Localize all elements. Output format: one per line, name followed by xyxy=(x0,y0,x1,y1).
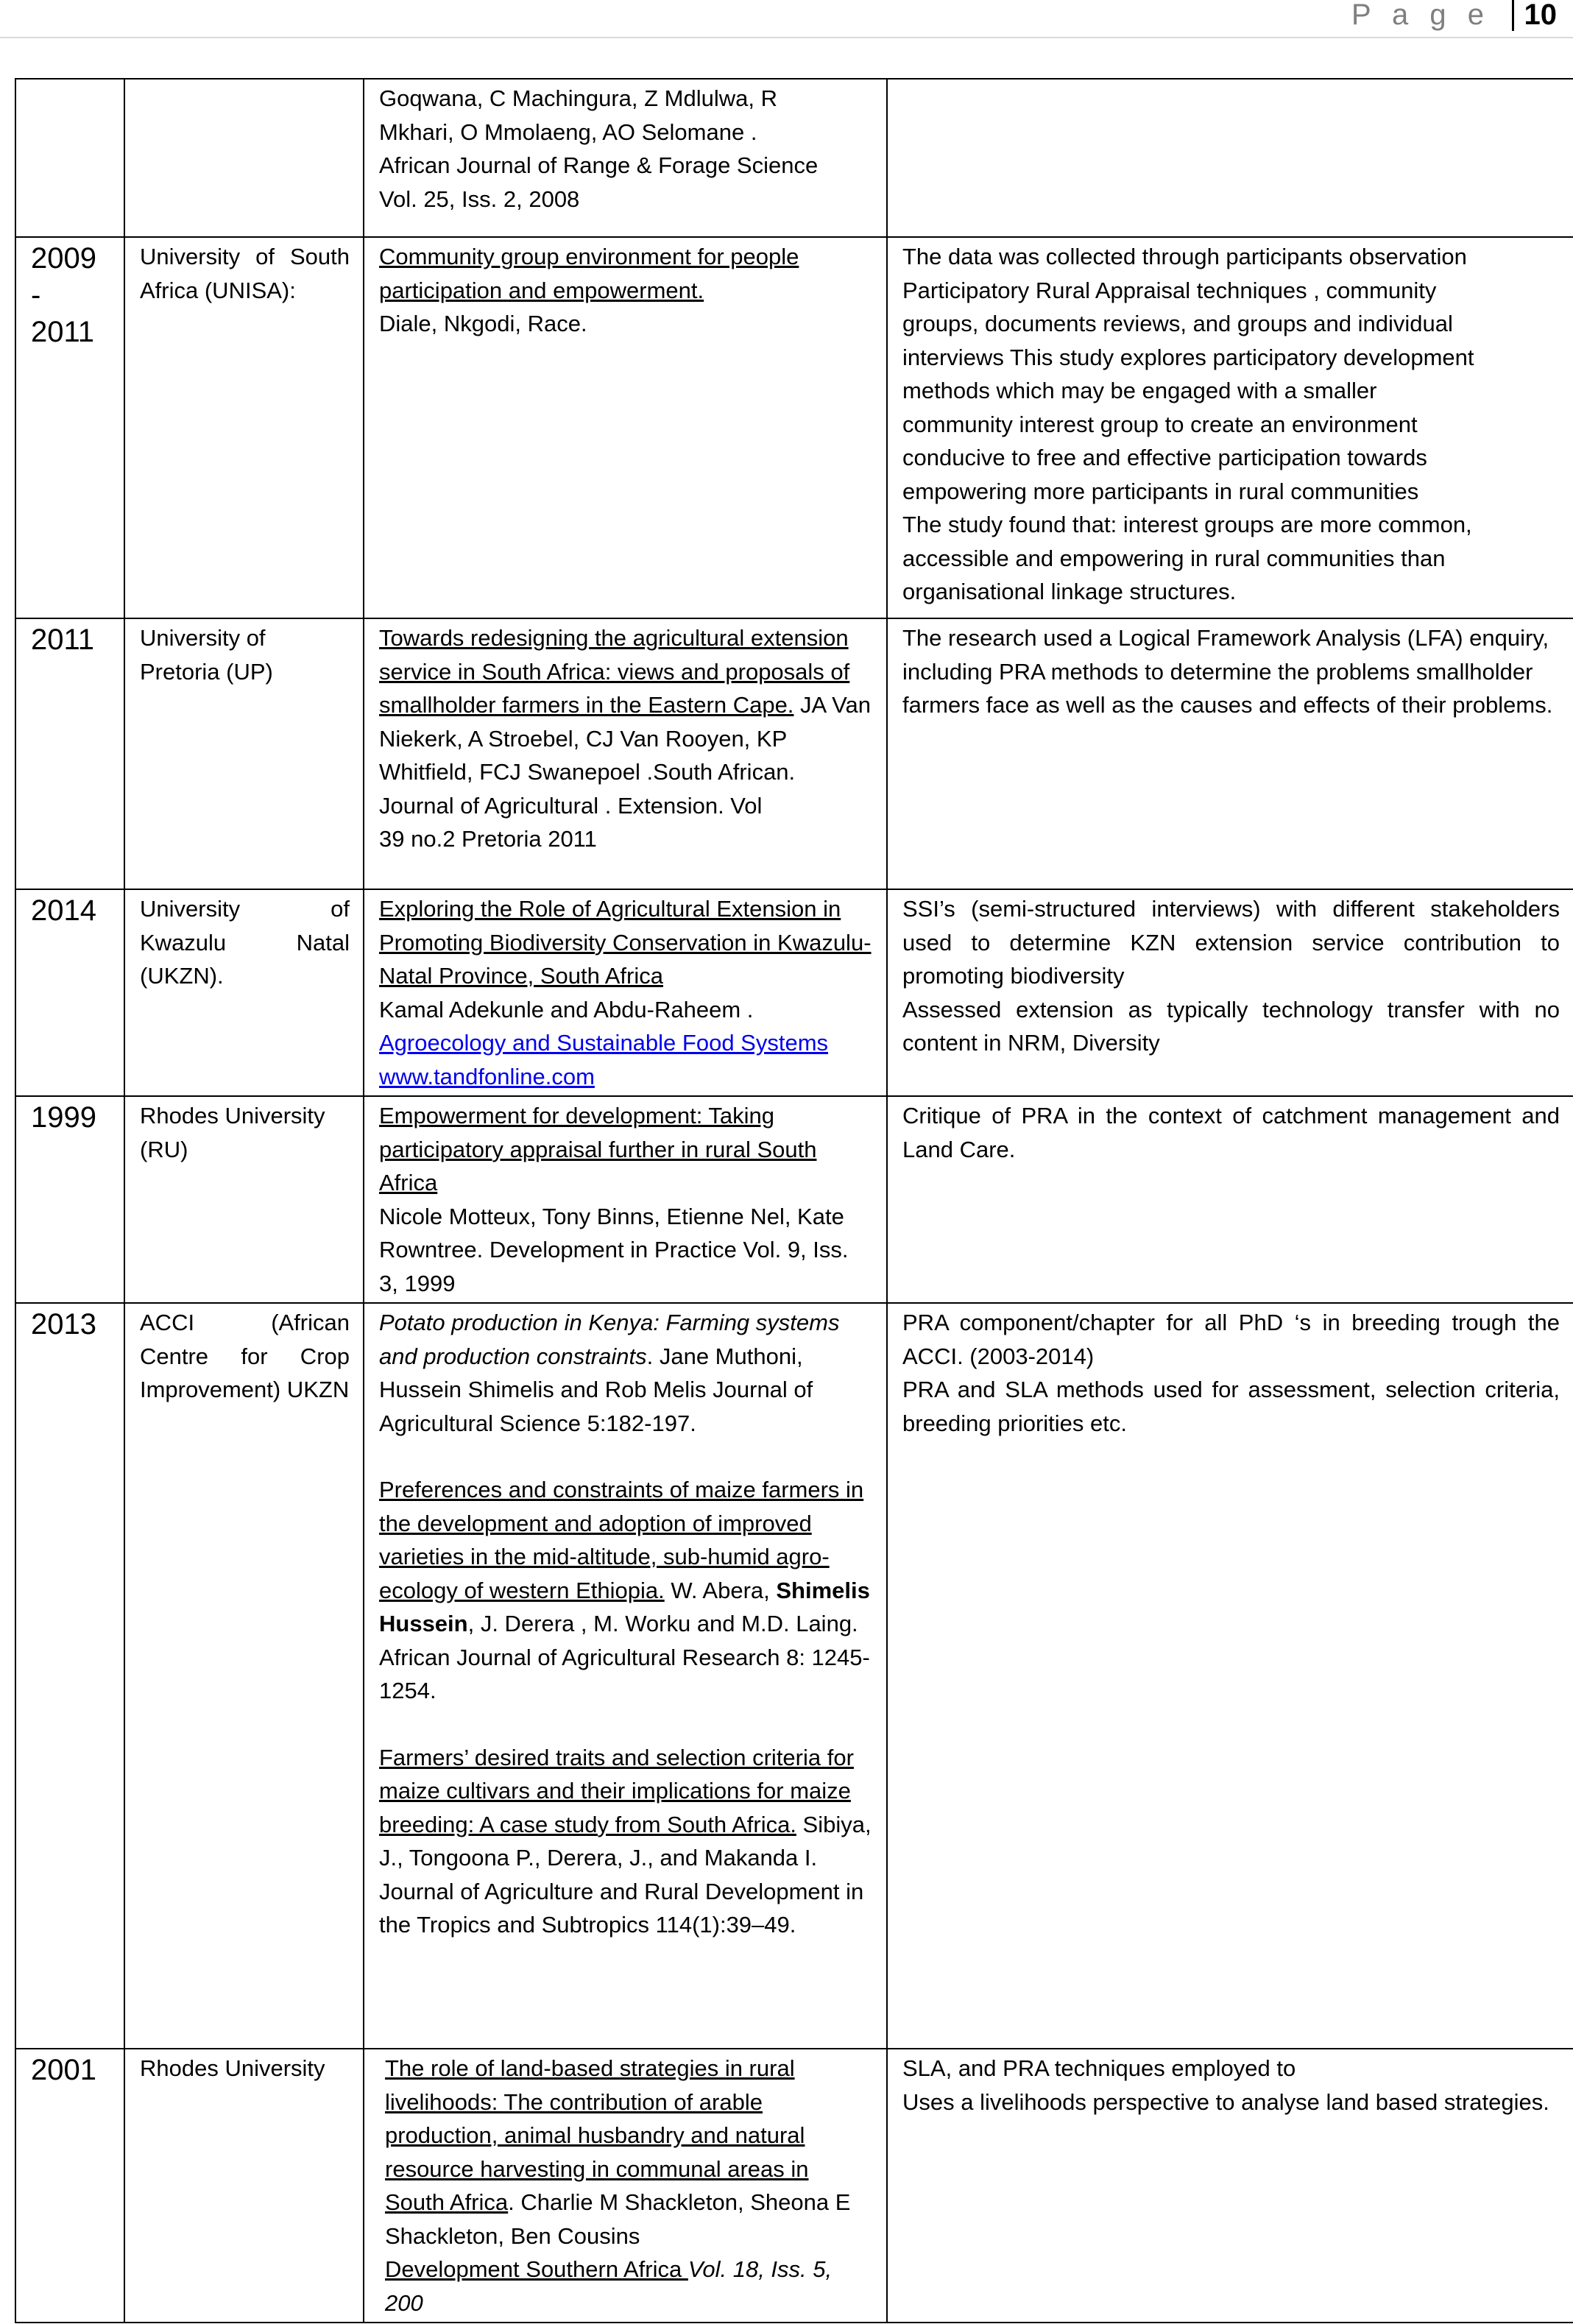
page-label: P a g e xyxy=(1351,0,1491,31)
institution-cell: University of South Africa (UNISA): xyxy=(124,237,364,618)
pub-line: Mkhari, O Mmolaeng, AO Selomane . xyxy=(379,119,757,145)
publication-title: Exploring the Role of Agricultural Extension in Promoting Biodiversity Conservation in Kwazulu-Natal Province, South Africa xyxy=(379,896,872,989)
publication-cell xyxy=(364,1303,887,2049)
publication-authors: . Jane Muthoni, Hussein Shimelis and Rob Melis Journal of Agricultural Science 5:182-197. xyxy=(379,1343,813,1436)
pub-line: Vol. 25, Iss. 2, 2008 xyxy=(379,186,580,212)
publication-cell xyxy=(364,237,887,618)
description-cell: Critique of PRA in the context of catchment management and Land Care. xyxy=(887,1096,1573,1303)
publication-title: The role of land-based strategies in rural livelihoods: The contribution of arable production, animal husbandry and natural resource harvesting in communal areas in South Africa xyxy=(385,2055,809,2215)
publication-cell xyxy=(364,618,887,889)
desc-line: community interest group to create an environment xyxy=(902,411,1418,437)
publication-title: Preferences and constraints of maize farmers in the development and adoption of improved varieties in the mid-altitude, sub-humid agro-ecology of western Ethiopia. xyxy=(379,1477,864,1603)
institution-cell: ACCI (African Centre for Crop Improvement) UKZN xyxy=(124,1303,364,2049)
year-end: 2011 xyxy=(31,316,95,348)
desc-line: The data was collected through participants observation xyxy=(902,244,1467,269)
publication-authors: Kamal Adekunle and Abdu-Raheem . xyxy=(379,996,754,1023)
publication-cell xyxy=(364,2049,887,2323)
spacer xyxy=(379,1708,873,1741)
publication-title: Towards redesigning the agricultural extension service in South Africa: views and proposals of smallholder farmers in the Eastern Cape. xyxy=(379,625,850,718)
publication-authors: Diale, Nkgodi, Race. xyxy=(379,311,587,336)
year-start: 2009 xyxy=(31,242,96,275)
year-cell: 1999 xyxy=(15,1096,124,1303)
description-cell xyxy=(887,2049,1573,2323)
description-cell xyxy=(887,79,1573,237)
page-number: 10 xyxy=(1512,0,1558,31)
year-cell xyxy=(15,79,124,237)
year-cell: 2001 xyxy=(15,2049,124,2323)
description-cell xyxy=(887,889,1573,1096)
desc-line: methods which may be engaged with a smaller xyxy=(902,378,1377,403)
desc-paragraph: PRA and SLA methods used for assessment, selection criteria, breeding priorities etc. xyxy=(902,1377,1560,1436)
publication-title: Potato production in Kenya: Farming systems and production constraints xyxy=(379,1310,840,1369)
institution-cell: Rhodes University xyxy=(124,2049,364,2323)
desc-line: conducive to free and effective participation towards xyxy=(902,445,1427,470)
journal-name: Development Southern Africa xyxy=(385,2256,688,2282)
year-dash: - xyxy=(31,279,41,311)
publication-volume: 39 no.2 Pretoria 2011 xyxy=(379,826,597,852)
publication-title: Empowerment for development: Taking participatory appraisal further in rural South Africa xyxy=(379,1103,817,1195)
page-header xyxy=(0,0,1573,38)
publication-authors: Sibiya, J., Tongoona P., Derera, J., and Makanda I. Journal of Agriculture and Rural Development in the Tropics and Subtropics 114(1):39–49. xyxy=(379,1811,872,1938)
website-link[interactable]: www.tandfonline.com xyxy=(379,1063,595,1089)
desc-line: groups, documents reviews, and groups and individual xyxy=(902,311,1453,336)
institution-cell: Rhodes University (RU) xyxy=(124,1096,364,1303)
publication-authors: , J. Derera , M. Worku and M.D. Laing. African Journal of Agricultural Research 8: 1245-1254. xyxy=(379,1611,870,1703)
publication-authors: . Charlie M Shackleton, Sheona E Shackleton, Ben Cousins xyxy=(385,2189,851,2249)
table-row xyxy=(15,237,1573,618)
desc-paragraph: SLA, and PRA techniques employed to xyxy=(902,2055,1296,2081)
table-row xyxy=(15,618,1573,889)
pub-line: African Journal of Range & Forage Science xyxy=(379,152,819,178)
desc-paragraph: SSI’s (semi-structured interviews) with different stakeholders used to determine KZN extension service contribution to promoting biodiversity xyxy=(902,896,1560,989)
institution-cell: University of Kwazulu Natal (UKZN). xyxy=(124,889,364,1096)
description-cell xyxy=(887,237,1573,618)
year-cell: 2013 xyxy=(15,1303,124,2049)
desc-line: organisational linkage structures. xyxy=(902,579,1237,604)
journal-link[interactable]: Agroecology and Sustainable Food Systems xyxy=(379,1030,829,1056)
highlighted-author: Shimelis Hussein xyxy=(379,1577,870,1636)
table-row xyxy=(15,1096,1573,1303)
publication-cell xyxy=(364,79,887,237)
year-cell: 2011 xyxy=(15,618,124,889)
publication-title: Community group environment for people participation and empowerment. xyxy=(379,244,799,303)
description-cell: The research used a Logical Framework Analysis (LFA) enquiry, including PRA methods to determine the problems smallholder farmers face as well as the causes and effects of their problems. xyxy=(887,618,1573,889)
pub-line: Goqwana, C Machingura, Z Mdlulwa, R xyxy=(379,85,778,111)
institution-cell: University of Pretoria (UP) xyxy=(124,618,364,889)
desc-line: The study found that: interest groups are more common, xyxy=(902,512,1472,537)
desc-line: interviews This study explores participatory development xyxy=(902,344,1474,370)
publication-authors: JA Van Niekerk, A Stroebel, CJ Van Rooyen, KP Whitfield, FCJ Swanepoel .South African. Journal of Agricultural . Extension. Vol xyxy=(379,692,871,819)
year-cell xyxy=(15,237,124,618)
references-table xyxy=(15,78,1573,2323)
spacer xyxy=(379,1440,873,1473)
table-row xyxy=(15,2049,1573,2323)
desc-paragraph: Uses a livelihoods perspective to analyse land based strategies. xyxy=(902,2088,1549,2115)
publication-cell xyxy=(364,889,887,1096)
table-row xyxy=(15,889,1573,1096)
table-row xyxy=(15,1303,1573,2049)
table-row xyxy=(15,79,1573,237)
publication-cell xyxy=(364,1096,887,1303)
publication-volume: Vol. 18, Iss. 5, 200 xyxy=(385,2256,833,2316)
institution-cell xyxy=(124,79,364,237)
desc-paragraph: PRA component/chapter for all PhD ‘s in breeding trough the ACCI. (2003-2014) xyxy=(902,1310,1560,1369)
desc-line: accessible and empowering in rural communities than xyxy=(902,545,1446,571)
publication-authors: W. Abera, xyxy=(664,1577,777,1603)
desc-line: Participatory Rural Appraisal techniques , community xyxy=(902,277,1437,303)
year-cell: 2014 xyxy=(15,889,124,1096)
publication-title: Farmers’ desired traits and selection criteria for maize cultivars and their implications for maize breeding: A case study from South Africa. xyxy=(379,1744,854,1837)
publication-authors: Nicole Motteux, Tony Binns, Etienne Nel, Kate Rowntree. Development in Practice Vol. 9, Iss. 3, 1999 xyxy=(379,1203,849,1296)
desc-line: empowering more participants in rural communities xyxy=(902,478,1419,504)
desc-paragraph: Assessed extension as typically technology transfer with no content in NRM, Diversity xyxy=(902,996,1560,1056)
description-cell xyxy=(887,1303,1573,2049)
